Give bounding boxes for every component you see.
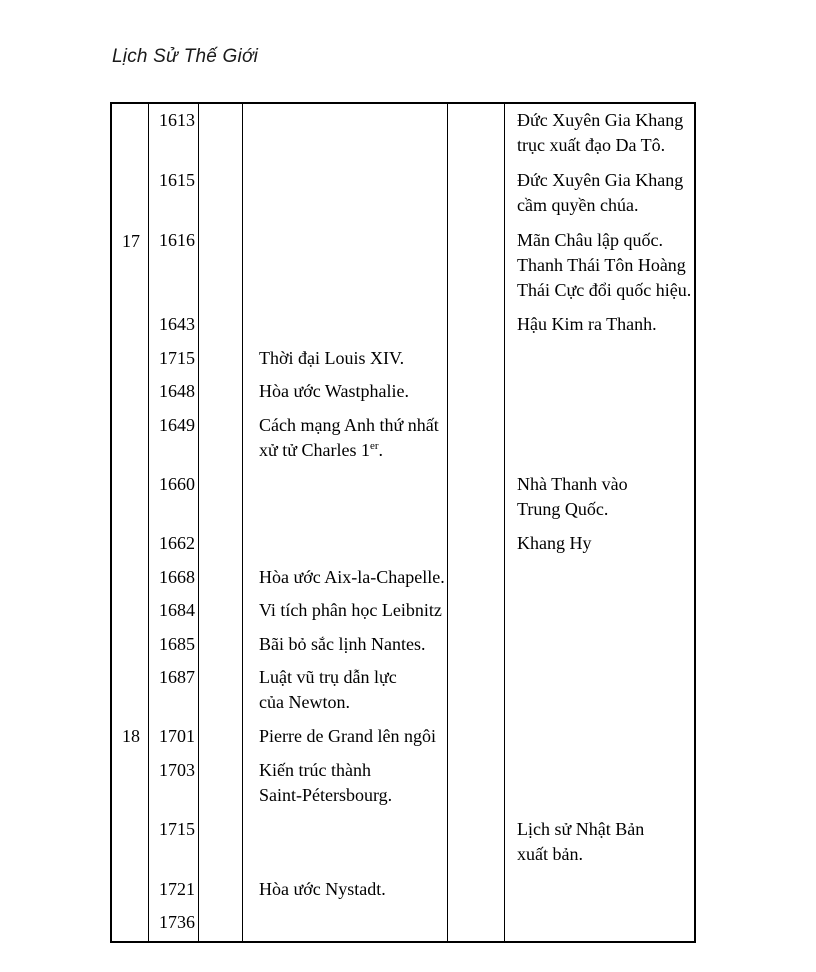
year-cell: 1715 bbox=[159, 348, 195, 368]
west-event-cell: Hòa ước Aix-la-Chapelle. bbox=[259, 567, 445, 587]
year-cell: 1687 bbox=[159, 667, 195, 687]
century-cell: 17 bbox=[122, 231, 140, 251]
year-cell: 1668 bbox=[159, 567, 195, 587]
column-divider bbox=[242, 104, 243, 941]
east-event-cell: Đức Xuyên Gia Khang cầm quyền chúa. bbox=[517, 170, 684, 215]
year-cell: 1616 bbox=[159, 230, 195, 250]
west-event-cell: Vi tích phân học Leibnitz bbox=[259, 600, 442, 620]
west-event-cell: Cách mạng Anh thứ nhất xử tử Charles 1er. bbox=[259, 415, 439, 460]
west-event-cell: Thời đại Louis XIV. bbox=[259, 348, 405, 368]
year-cell: 1715 bbox=[159, 819, 195, 839]
east-event-cell: Hậu Kim ra Thanh. bbox=[517, 314, 657, 334]
west-event-cell: Bãi bỏ sắc lịnh Nantes. bbox=[259, 634, 426, 654]
year-cell: 1643 bbox=[159, 314, 195, 334]
year-cell: 1662 bbox=[159, 533, 195, 553]
east-event-cell: Khang Hy bbox=[517, 533, 592, 553]
column-divider bbox=[447, 104, 448, 941]
page-header-title: Lịch Sử Thế Giới bbox=[112, 46, 259, 67]
east-event-cell: Nhà Thanh vào Trung Quốc. bbox=[517, 474, 628, 519]
year-cell: 1703 bbox=[159, 760, 195, 780]
year-cell: 1648 bbox=[159, 381, 195, 401]
year-cell: 1660 bbox=[159, 474, 195, 494]
year-cell: 1649 bbox=[159, 415, 195, 435]
year-cell: 1685 bbox=[159, 634, 195, 654]
west-event-cell: Hòa ước Nystadt. bbox=[259, 879, 386, 899]
west-event-cell: Pierre de Grand lên ngôi bbox=[259, 726, 436, 746]
west-event-cell: Luật vũ trụ dẫn lực của Newton. bbox=[259, 667, 397, 712]
column-divider bbox=[504, 104, 505, 941]
century-cell: 18 bbox=[122, 726, 140, 746]
year-cell: 1701 bbox=[159, 726, 195, 746]
year-cell: 1684 bbox=[159, 600, 195, 620]
west-event-cell: Kiến trúc thành Saint-Pétersbourg. bbox=[259, 760, 393, 805]
east-event-cell: Đức Xuyên Gia Khang trục xuất đạo Da Tô. bbox=[517, 110, 684, 155]
east-event-cell: Mãn Châu lập quốc. Thanh Thái Tôn Hoàng Thái Cực đổi quốc hiệu. bbox=[517, 230, 692, 300]
year-cell: 1721 bbox=[159, 879, 195, 899]
west-event-cell: Hòa ước Wastphalie. bbox=[259, 381, 409, 401]
east-event-cell: Lịch sử Nhật Bản xuất bản. bbox=[517, 819, 645, 864]
year-cell: 1613 bbox=[159, 110, 195, 130]
column-divider bbox=[198, 104, 199, 941]
year-cell: 1736 bbox=[159, 912, 195, 932]
history-timeline-table bbox=[110, 102, 696, 943]
year-cell: 1615 bbox=[159, 170, 195, 190]
column-divider bbox=[148, 104, 149, 941]
